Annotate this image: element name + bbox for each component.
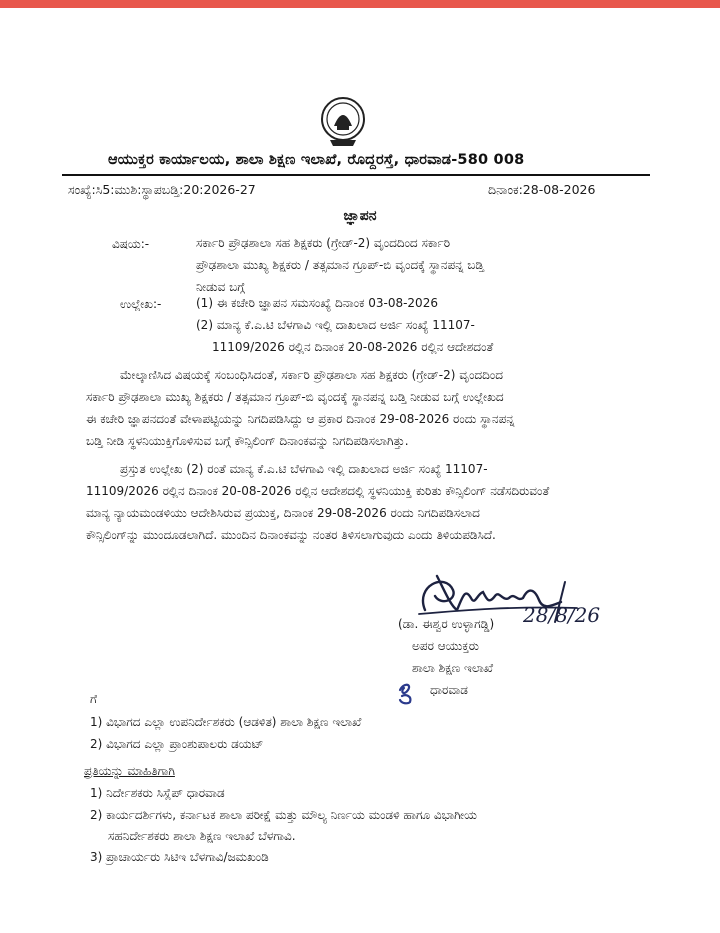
reference-number: ಸಂಖ್ಯೆ:ಸಿ5:ಮುಶಿ:ಸ್ಥಾಪಬಡ್ತಿ:20:2026-27 [68, 182, 256, 197]
document-title: ಜ್ಞಾಪನ [343, 208, 377, 224]
copy-item: ಸಹನಿರ್ದೇಶಕರು ಶಾಲಾ ಶಿಕ್ಷಣ ಇಲಾಖೆ ಬೆಳಗಾವಿ. [108, 829, 296, 843]
copy-label: ಪ್ರತಿಯನ್ನು ಮಾಹಿತಿಗಾಗಿ [84, 764, 175, 778]
header-rule [62, 174, 650, 176]
top-accent-bar [0, 0, 720, 8]
document-date: ದಿನಾಂಕ:28-08-2026 [488, 182, 596, 197]
subject-line: ನೀಡುವ ಬಗ್ಗೆ [196, 280, 245, 294]
document-page [0, 8, 720, 933]
signatory-department: ಶಾಲಾ ಶಿಕ್ಷಣ ಇಲಾಖೆ [412, 661, 494, 675]
initial-mark [394, 680, 418, 706]
subject-line: ಸರ್ಕಾರಿ ಪ್ರೌಢಶಾಲಾ ಸಹ ಶಿಕ್ಷಕರು (ಗ್ರೇಡ್-2) ವೃಂದದಿಂದ ಸರ್ಕಾರಿ [196, 236, 451, 250]
reference-item: (1) ಈ ಕಚೇರಿ ಜ್ಞಾಪನ ಸಮಸಂಖ್ಯೆ ದಿನಾಂಕ 03-08-2026 [196, 296, 438, 310]
body-line: ಈ ಕಚೇರಿ ಜ್ಞಾಪನದಂತೆ ವೇಳಾಪಟ್ಟಿಯನ್ನು ನಿಗದಿಪಡಿಸಿದ್ದು ಆ ಪ್ರಕಾರ ದಿನಾಂಕ 29-08-2026 ರಂದು ಸ್ಥಾನಪನ್ನ [86, 412, 515, 426]
body-line: ಮಾನ್ಯ ನ್ಯಾಯಮಂಡಳಿಯು ಆದೇಶಿಸಿರುವ ಪ್ರಯುಕ್ತ, ದಿನಾಂಕ 29-08-2026 ರಂದು ನಿಗದಿಪಡಿಸಲಾದ [86, 506, 480, 520]
signatory-designation: ಅಪರ ಆಯುಕ್ತರು [412, 639, 479, 653]
signatory-name: (ಡಾ. ಈಶ್ವರ ಉಳ್ಳಾಗಡ್ಡಿ) [398, 617, 495, 631]
to-item: 1) ವಿಭಾಗದ ಎಲ್ಲಾ ಉಪನಿರ್ದೇಶಕರು (ಆಡಳಿತ) ಶಾಲಾ ಶಿಕ್ಷಣ ಇಲಾಖೆ [90, 715, 362, 729]
reference-label: ಉಲ್ಲೇಖ:- [120, 297, 162, 311]
copy-item: 2) ಕಾರ್ಯದರ್ಶಿಗಳು, ಕರ್ನಾಟಕ ಶಾಲಾ ಪರೀಕ್ಷೆ ಮತ್ತು ಮೌಲ್ಯ ನಿರ್ಣಯ ಮಂಡಳಿ ಹಾಗೂ ವಿಭಾಗೀಯ [90, 808, 477, 822]
signature-date: 28/8/26 [523, 603, 601, 627]
to-label: ಗೆ [90, 692, 97, 706]
body-line: 11109/2026 ರಲ್ಲಿನ ದಿನಾಂಕ 20-08-2026 ರಲ್ಲಿನ ಆದೇಶದಲ್ಲಿ ಸ್ಥಳನಿಯುಕ್ತಿ ಕುರಿತು ಕೌನ್ಸಿಲಿಂಗ್ ನಡೆಸದಿರುವಂತೆ [86, 484, 550, 498]
body-line: ಸರ್ಕಾರಿ ಪ್ರೌಢಶಾಲಾ ಮುಖ್ಯ ಶಿಕ್ಷಕರು / ತತ್ಸಮಾನ ಗ್ರೂಪ್-ಬಿ ವೃಂದಕ್ಕೆ ಸ್ಥಾನಪನ್ನ ಬಡ್ತಿ ನೀಡುವ ಬಗ್ಗೆ ಉಲ್ಲೇಖದ [86, 390, 504, 404]
body-line: ಮೇಲ್ಕಾಣಿಸಿದ ವಿಷಯಕ್ಕೆ ಸಂಬಂಧಿಸಿದಂತೆ, ಸರ್ಕಾರಿ ಪ್ರೌಢಶಾಲಾ ಸಹ ಶಿಕ್ಷಕರು (ಗ್ರೇಡ್-2) ವೃಂದದಿಂದ [120, 368, 503, 382]
subject-label: ವಿಷಯ:- [112, 237, 150, 251]
body-line: ಬಡ್ತಿ ನೀಡಿ ಸ್ಥಳನಿಯುಕ್ತಿಗೊಳಿಸುವ ಬಗ್ಗೆ ಕೌನ್ಸಿಲಿಂಗ್ ದಿನಾಂಕವನ್ನು ನಿಗದಿಪಡಿಸಲಾಗಿತ್ತು. [86, 434, 409, 448]
to-item: 2) ವಿಭಾಗದ ಎಲ್ಲಾ ಪ್ರಾಂಶುಪಾಲರು ಡಯಟ್ [90, 737, 264, 751]
reference-item: (2) ಮಾನ್ಯ ಕೆ.ಎ.ಟಿ ಬೆಳಗಾವಿ ಇಲ್ಲಿ ದಾಖಲಾದ ಅರ್ಜಿ ಸಂಖ್ಯೆ 11107- [196, 318, 475, 332]
reference-item: 11109/2026 ರಲ್ಲಿನ ದಿನಾಂಕ 20-08-2026 ರಲ್ಲಿನ ಆದೇಶದಂತೆ [212, 340, 494, 354]
copy-item: 3) ಪ್ರಾಚಾರ್ಯರು ಸಿಟಿಇ ಬೆಳಗಾವಿ/ಜಮಖಂಡಿ [90, 850, 269, 864]
subject-line: ಪ್ರೌಢಶಾಲಾ ಮುಖ್ಯ ಶಿಕ್ಷಕರು / ತತ್ಸಮಾನ ಗ್ರೂಪ್-ಬಿ ವೃಂದಕ್ಕೆ ಸ್ಥಾನಪನ್ನ ಬಡ್ತಿ [196, 258, 484, 272]
office-address: ಆಯುಕ್ತರ ಕಾರ್ಯಾಲಯ, ಶಾಲಾ ಶಿಕ್ಷಣ ಇಲಾಖೆ, ರೊದ್ದರಸ್ತೆ, ಧಾರವಾಡ-580 008 [108, 152, 525, 168]
signatory-place: ಧಾರವಾಡ [430, 683, 468, 697]
copy-item: 1) ನಿರ್ದೇಶಕರು ಸಿಸ್ಲೆಪ್ ಧಾರವಾಡ [90, 786, 225, 800]
body-line: ಕೌನ್ಸಿಲಿಂಗ್‌ನ್ನು ಮುಂದೂಡಲಾಗಿದೆ. ಮುಂದಿನ ದಿನಾಂಕವನ್ನು ನಂತರ ತಿಳಿಸಲಾಗುವುದು ಎಂದು ತಿಳಿಯಪಡಿಸಿದೆ. [86, 528, 496, 542]
body-line: ಪ್ರಸ್ತುತ ಉಲ್ಲೇಖ (2) ರಂತೆ ಮಾನ್ಯ ಕೆ.ಎ.ಟಿ ಬೆಳಗಾವಿ ಇಲ್ಲಿ ದಾಖಲಾದ ಅರ್ಜಿ ಸಂಖ್ಯೆ 11107- [120, 462, 488, 476]
government-seal-icon [320, 96, 366, 148]
